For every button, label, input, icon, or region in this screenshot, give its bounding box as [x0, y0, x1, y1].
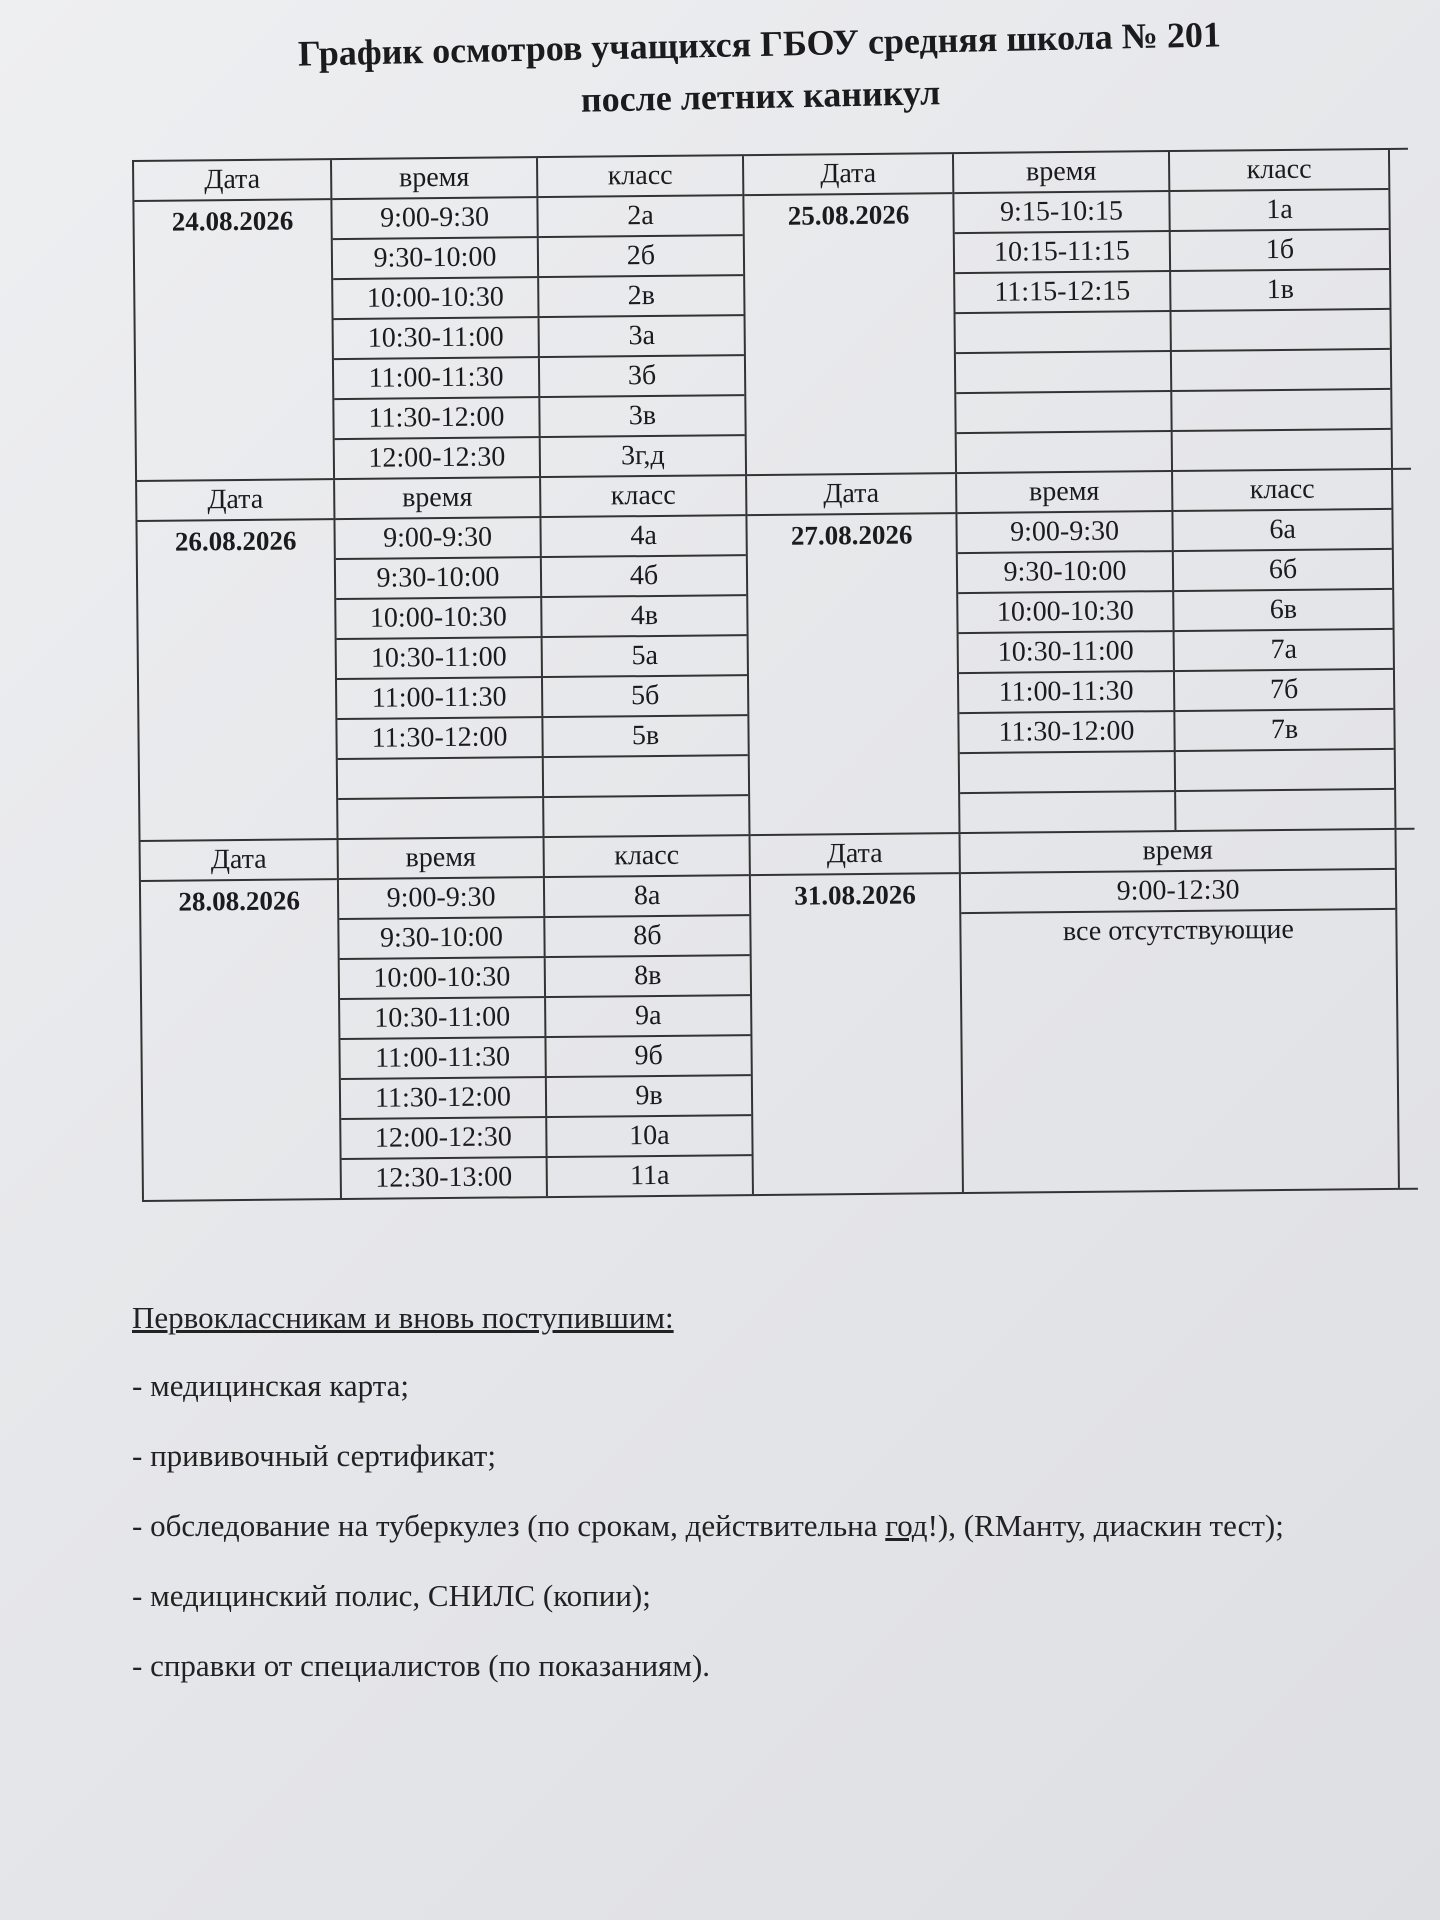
time-header: время [335, 478, 541, 518]
note-item: - прививочный сертификат; [132, 1438, 496, 1473]
time-cell [956, 352, 1172, 392]
time-cell: 11:00-11:30 [334, 358, 540, 398]
table-row [342, 1156, 752, 1198]
class-cell: 1в [1266, 273, 1295, 306]
title-line-1: График осмотров учащихся ГБОУ средняя школа № 201 [297, 14, 1222, 74]
table-row [337, 636, 747, 680]
table-row [338, 756, 748, 800]
class-cell: 1б [1265, 233, 1295, 266]
table-row [341, 1076, 751, 1120]
requirements-notes [132, 1300, 1352, 1716]
time-cell [956, 312, 1172, 352]
time-cell: 9:00-12:30 [961, 870, 1395, 914]
class-cell: 2в [627, 279, 656, 312]
table-header [332, 156, 742, 200]
title-line-2: после летних каникул [580, 72, 941, 120]
date-value: 31.08.2026 [794, 879, 916, 911]
time-cell: 11:15-12:15 [955, 272, 1171, 312]
table-row [959, 710, 1393, 754]
class-cell: 3в [628, 399, 657, 432]
class-cell: 10а [629, 1119, 670, 1152]
time-class-table [332, 156, 745, 478]
time-class-table [957, 470, 1394, 832]
time-cell [956, 392, 1172, 432]
table-row [956, 390, 1390, 434]
class-cell: 5б [630, 679, 660, 712]
class-cell: 2а [627, 199, 654, 232]
table-row [954, 190, 1388, 234]
class-cell: 3а [628, 319, 656, 352]
date-header: Дата [141, 840, 337, 882]
table-row [957, 430, 1391, 472]
date-column [141, 840, 342, 1200]
table-row [340, 956, 750, 1000]
tb-text-before: - обследование на туберкулез (по срокам, действительна [132, 1508, 886, 1543]
time-cell: 9:30-10:00 [339, 918, 545, 958]
time-class-table [339, 836, 752, 1198]
time-cell: 9:00-9:30 [339, 878, 545, 918]
note-cell: все отсутствующие [1062, 913, 1295, 948]
time-cell: 9:00-9:30 [332, 198, 538, 238]
table-row [956, 350, 1390, 394]
date-column [134, 160, 335, 480]
time-cell: 10:30-11:00 [959, 632, 1175, 672]
class-cell: 3б [627, 359, 657, 392]
table-row [957, 510, 1391, 554]
time-cell [338, 798, 544, 838]
table-row [958, 590, 1392, 634]
date-value: 25.08.2026 [787, 199, 910, 231]
class-header: класс [1249, 473, 1315, 506]
table-row [336, 556, 746, 600]
time-cell: 9:00-9:30 [335, 518, 541, 558]
table-row [334, 396, 744, 440]
table-row [337, 716, 747, 760]
note-item: - медицинский полис, СНИЛС (копии); [132, 1578, 651, 1613]
table-row [334, 356, 744, 400]
time-cell [957, 432, 1173, 472]
class-header: класс [1246, 153, 1312, 186]
time-class-table [335, 476, 748, 838]
tb-text-underlined: год [885, 1508, 928, 1543]
date-value: 27.08.2026 [790, 519, 913, 551]
date-header: Дата [137, 480, 333, 522]
table-row [960, 790, 1394, 832]
class-cell: 6б [1268, 553, 1298, 586]
class-cell [1172, 310, 1390, 350]
class-cell: 9а [634, 999, 662, 1032]
table-row [959, 630, 1393, 674]
class-cell: 4б [629, 559, 659, 592]
time-header: время [954, 152, 1170, 192]
time-cell: 10:30-11:00 [334, 318, 540, 358]
class-cell [1172, 350, 1390, 390]
class-cell [544, 796, 748, 836]
schedule-row-1 [132, 148, 1411, 480]
class-cell [1173, 430, 1391, 470]
note-item-tuberculosis [132, 1506, 1352, 1546]
class-cell: 4а [630, 519, 657, 552]
date-header: Дата [134, 160, 330, 202]
class-cell [1176, 790, 1394, 830]
date-header: Дата [747, 474, 955, 516]
time-cell [338, 758, 544, 798]
table-header [957, 470, 1391, 514]
time-cell: 11:30-12:00 [334, 398, 540, 438]
class-header: класс [607, 159, 673, 192]
time-cell: 12:00-12:30 [341, 1118, 547, 1158]
time-cell: 10:30-11:00 [340, 998, 546, 1038]
table-row [332, 196, 742, 240]
table-row [956, 310, 1390, 354]
class-cell [1172, 390, 1390, 430]
time-header: время [961, 830, 1395, 874]
time-cell: 9:30-10:00 [336, 558, 542, 598]
class-cell: 4в [630, 599, 659, 632]
date-column [751, 834, 964, 1194]
class-cell: 6а [1269, 513, 1296, 546]
table-header [335, 476, 745, 520]
day-block-26-08 [135, 476, 748, 840]
page-title [149, 5, 1371, 135]
time-cell: 11:00-11:30 [959, 672, 1175, 712]
tb-text-after: !), (RМанту, диаскин тест); [927, 1508, 1284, 1543]
class-cell: 2б [626, 239, 656, 272]
class-cell: 6в [1269, 593, 1298, 626]
table-row [340, 996, 750, 1040]
time-cell: 10:00-10:30 [336, 598, 542, 638]
date-column [747, 474, 960, 834]
date-header: Дата [744, 154, 952, 196]
note-item: - медицинская карта; [132, 1368, 410, 1403]
time-cell: 11:30-12:00 [959, 712, 1175, 752]
date-value: 24.08.2026 [171, 205, 294, 237]
table-row [955, 230, 1389, 274]
date-column [744, 154, 957, 474]
table-header [339, 836, 749, 880]
table-row [955, 270, 1389, 314]
time-header: время [332, 158, 538, 198]
time-cell: 12:30-13:00 [342, 1158, 548, 1198]
class-cell: 8а [633, 879, 661, 912]
schedule-table [132, 148, 1418, 1202]
time-header: время [957, 472, 1173, 512]
time-cell: 9:30-10:00 [958, 552, 1174, 592]
day-block-24-08 [132, 156, 745, 480]
class-cell: 5а [631, 639, 659, 672]
table-row [333, 236, 743, 280]
class-header: класс [614, 839, 680, 872]
time-class-table [954, 150, 1391, 472]
time-cell: 9:15-10:15 [954, 192, 1170, 232]
time-cell: 10:00-10:30 [333, 278, 539, 318]
class-header: класс [610, 479, 676, 512]
table-row [338, 796, 748, 838]
time-cell: 10:15-11:15 [955, 232, 1171, 272]
time-cell: 12:00-12:30 [335, 438, 541, 478]
date-value: 28.08.2026 [178, 885, 301, 917]
time-cell: 11:30-12:00 [341, 1078, 547, 1118]
class-cell: 11а [629, 1159, 670, 1192]
time-note-table [961, 830, 1398, 1192]
time-cell: 11:00-11:30 [337, 678, 543, 718]
table-row [339, 876, 749, 920]
class-cell [1176, 750, 1394, 790]
class-cell: 8в [634, 959, 662, 992]
time-cell: 10:00-10:30 [958, 592, 1174, 632]
time-cell [960, 792, 1176, 832]
class-cell: 7в [1270, 713, 1299, 746]
class-cell [544, 756, 748, 796]
table-row [334, 316, 744, 360]
table-row [959, 670, 1393, 714]
class-cell: 9б [634, 1039, 663, 1072]
day-block-28-08 [139, 836, 752, 1200]
time-cell: 10:00-10:30 [340, 958, 546, 998]
date-column [137, 480, 338, 840]
date-value: 26.08.2026 [174, 525, 297, 557]
time-cell: 11:00-11:30 [340, 1038, 546, 1078]
table-row [333, 276, 743, 320]
table-row [335, 436, 745, 478]
table-header [954, 150, 1388, 194]
day-block-27-08 [745, 470, 1396, 834]
class-cell: 7б [1269, 673, 1299, 706]
class-cell: 9в [635, 1079, 663, 1112]
table-row [336, 596, 746, 640]
day-block-31-08 [749, 830, 1400, 1194]
table-row [341, 1116, 751, 1160]
time-cell: 9:30-10:00 [333, 238, 539, 278]
day-block-25-08 [742, 150, 1393, 474]
table-row [958, 550, 1392, 594]
time-cell: 10:30-11:00 [337, 638, 543, 678]
note-item: - справки от специалистов (по показаниям). [132, 1648, 711, 1683]
class-cell: 3г,д [620, 439, 665, 472]
class-cell: 8б [633, 919, 662, 952]
time-cell: 11:30-12:00 [337, 718, 543, 758]
table-row [960, 750, 1394, 794]
time-cell [960, 752, 1176, 792]
schedule-row-2 [135, 468, 1414, 840]
table-row [337, 676, 747, 720]
date-header: Дата [751, 834, 959, 876]
time-header: время [339, 838, 545, 878]
notes-heading: Первоклассникам и вновь поступившим: [132, 1300, 674, 1335]
table-row [340, 1036, 750, 1080]
table-row [339, 916, 749, 960]
table-row [335, 516, 745, 560]
schedule-row-3 [139, 828, 1418, 1202]
time-cell: 9:00-9:30 [957, 512, 1173, 552]
class-cell: 5в [631, 719, 660, 752]
class-cell: 1а [1266, 193, 1293, 226]
class-cell: 7а [1270, 633, 1298, 666]
